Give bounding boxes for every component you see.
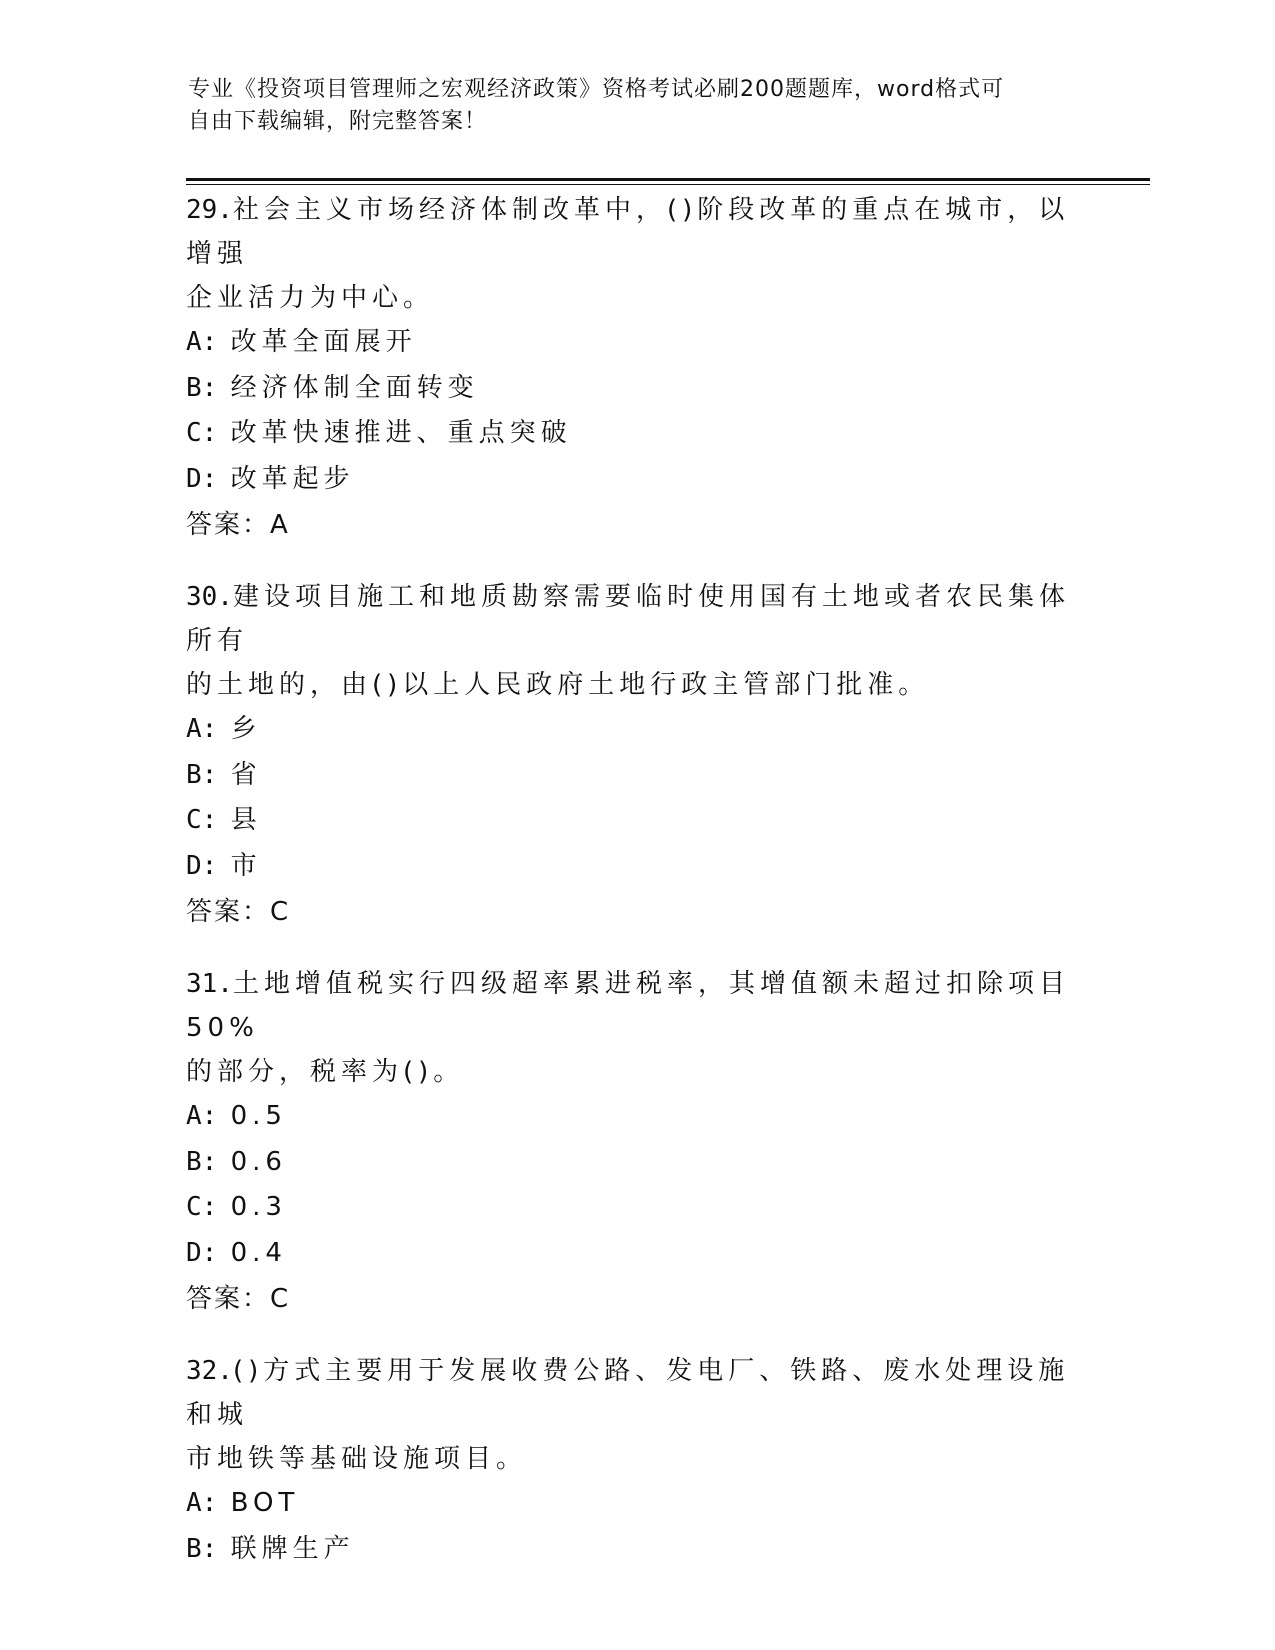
question-number: 31. [186,969,233,999]
question-stem-line-2: 企业活力为中心。 [186,283,435,313]
option-text: 改革快速推进、重点突破 [230,418,572,448]
question-31 [186,962,1086,1322]
option-letter: A: [186,714,218,744]
option-text: 0.4 [230,1237,287,1268]
header-line-2: 自由下载编辑，附完整答案！ [188,109,488,134]
option-text: 乡 [230,714,262,744]
question-number: 29. [186,195,233,225]
question-list [186,188,1086,1599]
option-letter: B: [186,372,218,403]
answer-text: 答案：C [186,897,291,927]
option-text: 0.6 [230,1146,287,1177]
question-29 [186,188,1086,548]
option-a [186,1481,1086,1527]
option-letter: A: [186,327,218,357]
option-letter: C: [186,805,218,835]
option-text: 0.3 [230,1192,287,1222]
question-stem-line-2: 的土地的，由()以上人民政府土地行政主管部门批准。 [186,670,930,700]
option-letter: B: [186,1533,218,1564]
option-letter: D: [186,463,218,494]
header-line-1: 专业《投资项目管理师之宏观经济政策》资格考试必刷200题题库，word格式可 [188,77,1005,102]
option-a [186,707,1086,753]
question-stem-line-2: 市地铁等基础设施项目。 [186,1444,528,1474]
option-text: 经济体制全面转变 [230,372,479,403]
option-text: 改革全面展开 [230,327,417,357]
answer-text: 答案：A [186,510,290,540]
option-letter: D: [186,1237,218,1268]
option-b [186,1527,1086,1573]
question-stem-line-1: 社会主义市场经济体制改革中，()阶段改革的重点在城市，以增强 [186,195,1070,269]
option-text: BOT [230,1488,300,1518]
question-30 [186,575,1086,935]
option-text: 市 [230,850,262,881]
answer-text: 答案：C [186,1284,291,1314]
option-d [186,457,1086,503]
question-32 [186,1349,1086,1572]
option-text: 省 [230,759,262,790]
option-letter: A: [186,1488,218,1518]
question-stem-line-1: ()方式主要用于发展收费公路、发电厂、铁路、废水处理设施和城 [186,1356,1070,1430]
option-text: 改革起步 [230,463,355,494]
document-header [188,74,1088,138]
option-text: 联牌生产 [230,1533,355,1564]
option-text: 0.5 [230,1101,287,1131]
option-letter: B: [186,1146,218,1177]
option-letter: A: [186,1101,218,1131]
option-b [186,1140,1086,1186]
question-stem [186,188,1086,276]
question-stem-line-1: 建设项目施工和地质勘察需要临时使用国有土地或者农民集体所有 [186,582,1070,656]
question-stem [186,1349,1086,1437]
option-d [186,844,1086,890]
option-letter: D: [186,850,218,881]
option-a [186,320,1086,366]
question-stem-line-1: 土地增值税实行四级超率累进税率，其增值额未超过扣除项目50% [186,969,1070,1043]
option-a [186,1094,1086,1140]
option-letter: B: [186,759,218,790]
option-letter: C: [186,1192,218,1222]
header-divider-thick [186,178,1150,181]
option-c [186,411,1086,457]
question-stem-line-2: 的部分，税率为()。 [186,1057,465,1087]
question-stem [186,575,1086,663]
question-number: 32. [186,1356,233,1386]
option-c [186,1185,1086,1231]
option-letter: C: [186,418,218,448]
question-number: 30. [186,582,233,612]
option-b [186,366,1086,412]
question-stem [186,962,1086,1050]
header-divider-thin [186,184,1150,185]
option-c [186,798,1086,844]
option-b [186,753,1086,799]
option-text: 县 [230,805,262,835]
option-d [186,1231,1086,1277]
